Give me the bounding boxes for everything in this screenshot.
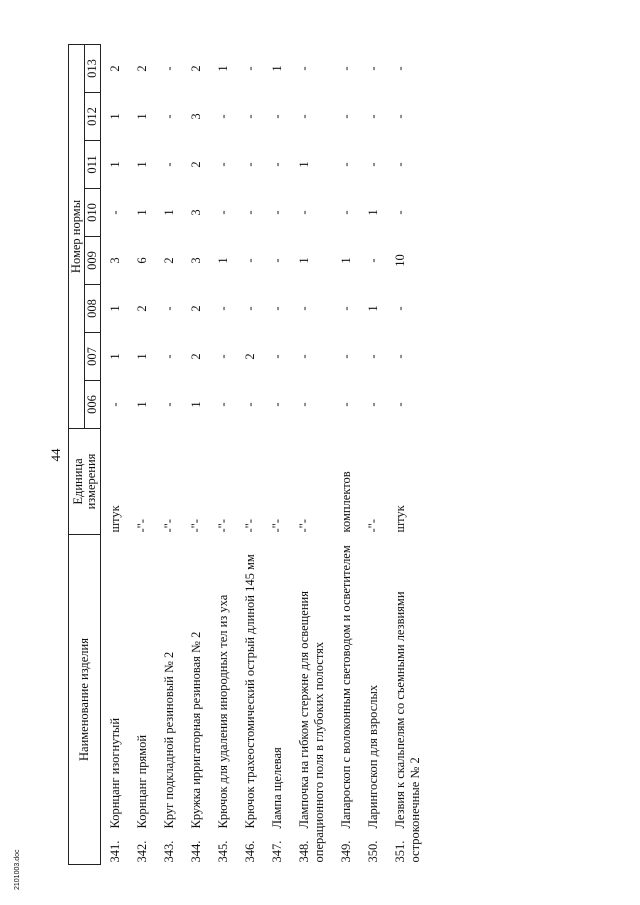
norm-value-006: - (393, 402, 408, 407)
table-row (332, 44, 359, 864)
item-name-cell (290, 535, 332, 865)
norm-value-011: - (243, 162, 258, 167)
norm-value-008: - (270, 306, 285, 311)
item-number: 342. (135, 840, 150, 863)
item-name-cell (236, 535, 263, 865)
norm-value-006: 1 (135, 401, 150, 408)
item-name-cell (359, 535, 386, 865)
norm-value-012: - (339, 114, 354, 119)
norm-value-008: - (243, 306, 258, 311)
header-norm-006: 006 (85, 381, 101, 429)
norm-value-006: - (270, 402, 285, 407)
norm-value-009: - (366, 258, 381, 263)
item-name-cell (332, 535, 359, 865)
header-norm-009: 009 (85, 237, 101, 285)
norm-value-011: - (339, 162, 354, 167)
norm-value-010: - (216, 210, 231, 215)
norm-value-006: - (108, 402, 123, 407)
table-row (182, 44, 209, 864)
norm-value-009: 1 (297, 257, 312, 264)
item-unit: -"- (297, 519, 312, 533)
table-row (155, 44, 182, 864)
norm-value-013: - (297, 66, 312, 71)
norm-value-013: - (339, 66, 354, 71)
page-number: 44 (48, 448, 63, 462)
equipment-table (68, 44, 428, 865)
item-unit: -"- (135, 519, 150, 533)
item-unit: -"- (270, 519, 285, 533)
norm-value-009: 2 (162, 257, 177, 264)
norm-value-010: 3 (189, 209, 204, 216)
norm-value-007: - (270, 354, 285, 359)
table-row (290, 44, 332, 864)
table-body (101, 44, 429, 864)
item-unit: -"- (162, 519, 177, 533)
norm-value-006: - (297, 402, 312, 407)
norm-value-012: - (270, 114, 285, 119)
item-number: 350. (366, 840, 381, 863)
norm-value-011: - (162, 162, 177, 167)
norm-value-013: - (393, 66, 408, 71)
norm-value-012: 1 (108, 113, 123, 120)
header-norm-group: Номер нормы (69, 44, 85, 428)
item-unit: -"- (189, 519, 204, 533)
table-row (128, 44, 155, 864)
norm-value-010: - (393, 210, 408, 215)
norm-value-009: 3 (108, 257, 123, 264)
norm-value-008: - (339, 306, 354, 311)
norm-value-011: - (393, 162, 408, 167)
item-number: 344. (189, 840, 204, 863)
norm-value-009: - (243, 258, 258, 263)
item-name-cell (263, 535, 290, 865)
item-name: Крючок для удаления инородных тел из уха (216, 594, 231, 829)
table-row (386, 44, 428, 864)
norm-value-009: 10 (393, 254, 408, 267)
norm-value-012: - (393, 114, 408, 119)
item-name: Лапароскоп с волоконным световодом и осветителем (339, 545, 354, 829)
norm-value-007: - (162, 354, 177, 359)
norm-value-008: - (297, 306, 312, 311)
norm-value-007: - (366, 354, 381, 359)
norm-value-008: 2 (189, 305, 204, 312)
norm-value-006: - (216, 402, 231, 407)
item-name-cell (101, 535, 129, 865)
item-number: 345. (216, 840, 231, 863)
norm-value-013: - (243, 66, 258, 71)
item-name: Лампочка на гибком стержне для освещения операционного поля в глубоких полостях (297, 591, 327, 863)
norm-value-010: - (297, 210, 312, 215)
norm-value-007: - (339, 354, 354, 359)
header-norm-010: 010 (85, 189, 101, 237)
norm-value-012: - (216, 114, 231, 119)
table-row (101, 44, 129, 864)
item-name: Круг подкладной резиновый № 2 (162, 651, 177, 829)
header-unit: Единица измерения (69, 429, 101, 535)
norm-value-007: - (393, 354, 408, 359)
norm-value-011: - (270, 162, 285, 167)
norm-value-010: - (243, 210, 258, 215)
norm-value-012: - (243, 114, 258, 119)
norm-value-012: - (297, 114, 312, 119)
table-row (263, 44, 290, 864)
item-number: 341. (108, 840, 123, 863)
norm-value-010: - (339, 210, 354, 215)
norm-value-011: 1 (297, 161, 312, 168)
item-name-cell (386, 535, 428, 865)
item-name-cell (128, 535, 155, 865)
norm-value-007: - (297, 354, 312, 359)
item-name-cell (155, 535, 182, 865)
norm-value-013: 2 (108, 65, 123, 72)
norm-value-006: - (366, 402, 381, 407)
norm-value-008: - (162, 306, 177, 311)
norm-value-012: - (366, 114, 381, 119)
norm-value-010: - (270, 210, 285, 215)
norm-value-013: - (162, 66, 177, 71)
norm-value-010: - (108, 210, 123, 215)
item-unit: штук (393, 505, 408, 533)
norm-value-012: 1 (135, 113, 150, 120)
norm-value-009: 3 (189, 257, 204, 264)
item-name: Корнцанг изогнутый (108, 717, 123, 829)
norm-value-013: - (366, 66, 381, 71)
norm-value-010: 1 (366, 209, 381, 216)
item-number: 346. (243, 840, 258, 863)
header-norm-008: 008 (85, 285, 101, 333)
norm-value-006: - (339, 402, 354, 407)
norm-value-013: 1 (216, 65, 231, 72)
item-name-cell (209, 535, 236, 865)
item-name: Ларингоскоп для взрослых (366, 684, 381, 829)
item-name: Лампа щелевая (270, 747, 285, 829)
norm-value-013: 2 (189, 65, 204, 72)
item-name: Лезвия к скальпелям со съемными лезвиями остроконечные № 2 (393, 591, 423, 863)
header-norm-011: 011 (85, 141, 101, 189)
item-unit: -"- (366, 519, 381, 533)
norm-value-011: - (366, 162, 381, 167)
norm-value-013: 2 (135, 65, 150, 72)
norm-value-009: 6 (135, 257, 150, 264)
header-norm-013: 013 (85, 44, 101, 92)
norm-value-008: - (393, 306, 408, 311)
norm-value-010: 1 (162, 209, 177, 216)
norm-value-008: 1 (108, 305, 123, 312)
item-name-cell (182, 535, 209, 865)
norm-value-007: - (216, 354, 231, 359)
norm-value-008: 1 (366, 305, 381, 312)
norm-value-006: - (243, 402, 258, 407)
item-name: Крючок трахеостомический острый длиной 145 мм (243, 554, 258, 829)
norm-value-012: - (162, 114, 177, 119)
norm-value-013: 1 (270, 65, 285, 72)
norm-value-011: - (216, 162, 231, 167)
item-name: Кружка ирригаторная резиновая № 2 (189, 631, 204, 829)
norm-value-010: 1 (135, 209, 150, 216)
item-number: 348. (297, 840, 312, 863)
norm-value-012: 3 (189, 113, 204, 120)
norm-value-006: - (162, 402, 177, 407)
header-norm-012: 012 (85, 93, 101, 141)
table-row (236, 44, 263, 864)
item-unit: -"- (243, 519, 258, 533)
norm-value-011: 1 (108, 161, 123, 168)
item-number: 351. (393, 840, 408, 863)
table-row (359, 44, 386, 864)
norm-value-009: - (270, 258, 285, 263)
header-name: Наименование изделия (69, 535, 101, 865)
norm-value-008: - (216, 306, 231, 311)
norm-value-011: 1 (135, 161, 150, 168)
item-unit: штук (108, 505, 123, 533)
document-filename: 2101003.doc (14, 849, 21, 890)
norm-value-009: 1 (216, 257, 231, 264)
norm-value-007: 2 (189, 353, 204, 360)
item-number: 343. (162, 840, 177, 863)
header-norm-007: 007 (85, 333, 101, 381)
document-page (40, 45, 600, 865)
norm-value-007: 1 (135, 353, 150, 360)
norm-value-007: 2 (243, 353, 258, 360)
norm-value-009: 1 (339, 257, 354, 264)
norm-value-008: 2 (135, 305, 150, 312)
norm-value-007: 1 (108, 353, 123, 360)
item-unit: -"- (216, 519, 231, 533)
item-name: Корнцанг прямой (135, 734, 150, 829)
item-number: 349. (339, 840, 354, 863)
item-number: 347. (270, 840, 285, 863)
norm-value-011: 2 (189, 161, 204, 168)
item-unit: комплектов (339, 471, 354, 533)
norm-value-006: 1 (189, 401, 204, 408)
table-row (209, 44, 236, 864)
